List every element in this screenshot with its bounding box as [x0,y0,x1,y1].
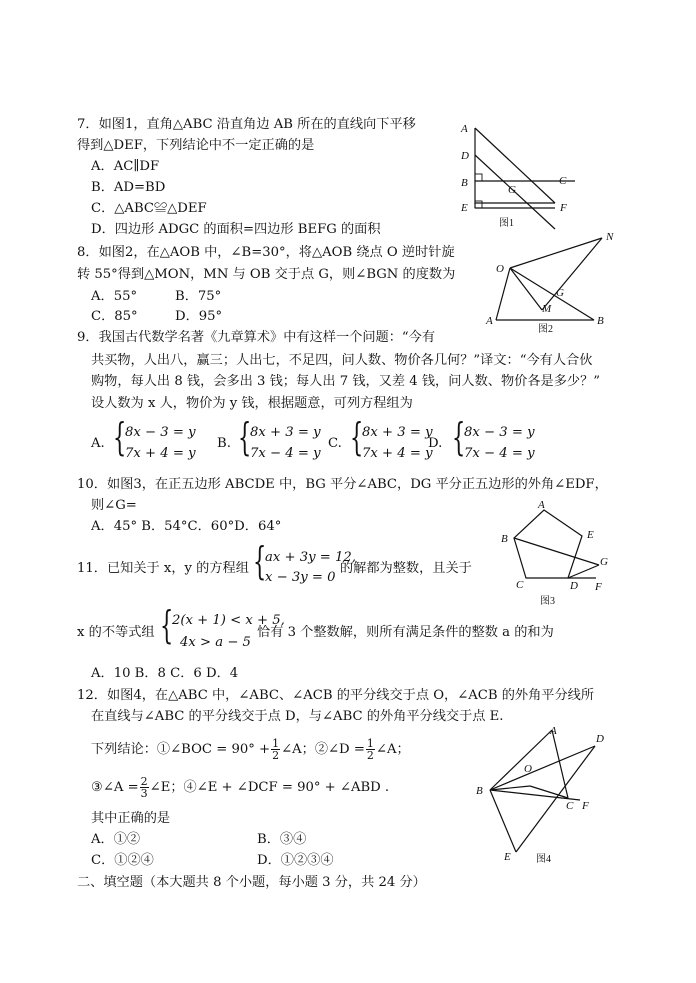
q7-option-b: B．AD=BD [91,180,166,195]
q12-conclusion-3-text: ③∠A = [91,780,139,795]
q11-ineq-brace: { [160,603,174,647]
q10-stem-line2: 则∠G= [91,498,137,513]
fig2-label-m: M [542,303,552,315]
fig3-label-c: C [516,579,524,591]
q12-conclusion-1-text: 下列结论：①∠BOC = 90° + [91,742,271,757]
section-2-heading: 二、填空题（本大题共 8 个小题，每小题 3 分，共 24 分） [77,875,426,890]
q11-options: A．10 B．8 C．6 D．4 [91,666,239,681]
fig4-label-d: D [596,733,604,745]
q11-stem-post2: 恰有 3 个整数解，则所有满足条件的整数 a 的和为 [257,625,554,640]
fig2-label-g: G [556,287,564,299]
q9-option-b-eq2: 7x − 4 = y [250,446,321,461]
fig2-label-o: O [496,263,504,275]
q12-stem-line1: 12．如图4，在△ABC 中，∠ABC、∠ACB 的平分线交于点 O，∠ACB 的外角平分线所 [77,688,595,703]
q10-options: A．45° B．54°C．60°D．64° [91,519,282,534]
fig1-label-f: F [560,202,567,214]
q12-stem-line2: 在直线与∠ABC 的平分线交于点 D，与∠ABC 的外角平分线交于点 E. [91,709,504,724]
fig2-label-n: N [606,231,614,243]
fig3-label-e: E [587,529,594,541]
q7-stem-line1: 7．如图1，直角△ABC 沿直角边 AB 所在的直线向下平移 [77,117,416,132]
q9-option-a-eq1: 8x − 3 = y [125,425,196,440]
figure-3 [496,498,621,610]
q7-option-c: C．△ABC≌△DEF [91,201,207,216]
q12-option-a: A．①② [91,832,141,847]
q9-stem-line3: 购物，每人出 8 钱，会多出 3 钱；每人出 7 钱，又差 4 钱，问人数、物价各是多少？” [91,374,601,389]
q12-fraction-half-1: $\frac{1}{2}$ [272,737,280,762]
fig1-label-b: B [461,177,468,189]
q11-ineq-2: 4x > a − 5 [180,635,251,650]
fig4-caption: 图4 [536,854,551,865]
fig2-label-b: B [597,315,604,327]
fig4-label-c: C [566,800,574,812]
q9-option-b-eq1: 8x + 3 = y [250,425,321,440]
q9-option-c-eq1: 8x + 3 = y [362,425,433,440]
q9-option-b-brace: { [238,415,252,459]
q8-option-a: A．55° [91,289,138,304]
q9-option-d-eq1: 8x − 3 = y [464,425,535,440]
q12-fraction-two-thirds: $\frac{2}{3}$ [140,775,148,800]
q9-option-a-label: A. [91,436,105,451]
q11-ineq-1: 2(x + 1) < x + 5, [172,613,285,628]
q12-option-d: D．①②③④ [257,853,334,868]
q7-option-d: D．四边形 ADGC 的面积=四边形 BEFG 的面积 [91,222,381,237]
q12-option-c: C．①②④ [91,853,154,868]
fig3-label-a: A [538,499,545,511]
fig3-label-d: D [570,580,578,592]
q9-stem-line4: 设人数为 x 人，物价为 y 钱，根据题意，可列方程组为 [91,396,413,411]
figure-2 [482,226,622,338]
fig4-label-o: O [524,763,532,775]
q9-option-c-eq2: 7x + 4 = y [362,446,433,461]
q8-stem-line2: 转 55°得到△MON，MN 与 OB 交于点 G，则∠BGN 的度数为 [77,267,456,282]
q12-conclusions-1-2 [91,738,410,761]
fig1-label-a: A [461,123,468,135]
q8-stem-line1: 8．如图2，在△AOB 中，∠B=30°，将△AOB 绕点 O 逆时针旋 [77,245,455,260]
q9-option-d-brace: { [452,415,466,459]
q11-system-brace: { [253,539,267,583]
q9-option-d-eq2: 7x − 4 = y [464,446,535,461]
q12-option-b: B．③④ [257,832,307,847]
fig4-label-b: B [476,785,483,797]
q12-conclusion-3-4-text: ∠E；④∠E + ∠DCF = 90° + ∠ABD . [149,780,390,795]
q12-conclusions-3-4 [91,776,389,799]
q10-stem-line1: 10．如图3，在正五边形 ABCDE 中，BG 平分∠ABC，DG 平分正五边形的外角∠EDF， [77,477,608,492]
fig1-label-e: E [461,202,468,214]
q11-stem-pre: 11．已知关于 x，y 的方程组 [77,561,249,576]
q9-option-c-label: C. [328,436,342,451]
q8-option-b: B．75° [175,289,222,304]
fig2-caption: 图2 [538,324,553,335]
q9-option-d-label: D. [428,436,443,451]
fig3-label-f: F [595,581,602,593]
q9-option-b-label: B. [217,436,231,451]
q8-option-c: C．85° [91,309,138,324]
fig3-label-g: G [600,556,608,568]
q11-system-eq1: ax + 3y = 12, [265,550,356,565]
q12-conclusion-2-text: ∠A；②∠D = [281,742,365,757]
fig3-caption: 图3 [540,596,555,607]
fig4-label-f: F [582,800,589,812]
q11-stem-pre2: x 的不等式组 [77,625,155,640]
q7-stem-line2: 得到△DEF，下列结论中不一定正确的是 [77,138,315,153]
fig1-label-g: G [508,184,516,196]
fig3-label-b: B [501,533,508,545]
fig2-label-a: A [486,315,493,327]
q12-prompt: 其中正确的是 [91,811,171,826]
q7-option-a: A．AC∥DF [91,159,160,174]
q9-option-c-brace: { [350,415,364,459]
q9-stem-line1: 9．我国古代数学名著《九章算术》中有这样一个问题：“今有 [77,330,436,345]
fig4-label-a: A [550,725,557,737]
fig1-label-c: C [559,175,567,187]
figure-4 [470,720,620,868]
q12-conclusion-2-end: ∠A； [375,742,410,757]
q12-fraction-half-2: $\frac{1}{2}$ [366,737,374,762]
fig1-caption: 图1 [499,218,514,229]
fig4-label-e: E [504,851,511,863]
q9-option-a-brace: { [113,415,127,459]
fig1-label-d: D [461,150,469,162]
q11-stem-post: 的解都为整数，且关于 [340,561,472,576]
q8-option-d: D．95° [175,309,223,324]
q11-system-eq2: x − 3y = 0 [265,570,336,585]
figure-1 [455,118,580,233]
q9-stem-line2: 共买物，人出八，赢三；人出七，不足四，问人数、物价各几何？”译文：“今有人合伙 [91,353,593,368]
q9-option-a-eq2: 7x + 4 = y [125,446,196,461]
